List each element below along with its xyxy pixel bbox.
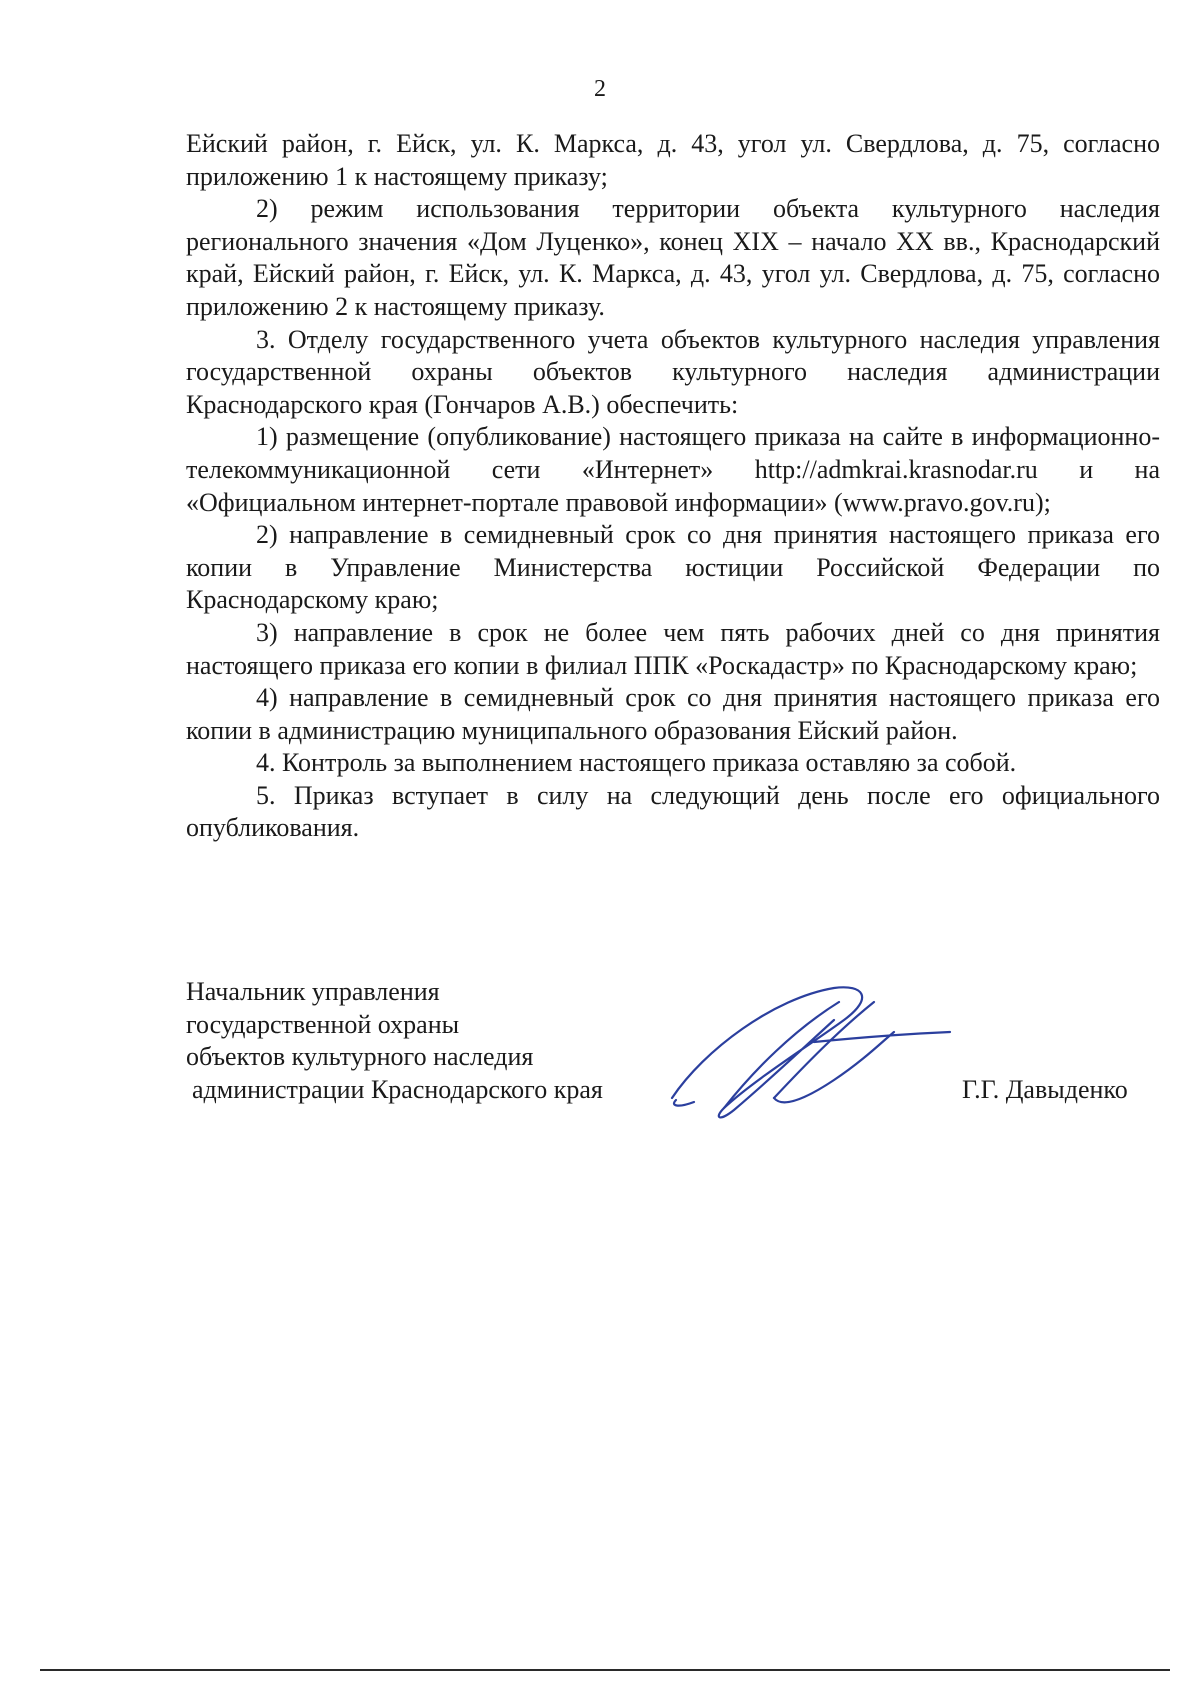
handwritten-signature	[664, 980, 954, 1130]
paragraph-item-4-control: 4. Контроль за выполнением настоящего приказа оставляю за собой.	[256, 748, 1017, 778]
document-body	[186, 128, 1160, 845]
position-line: администрации Краснодарского края	[192, 1074, 603, 1104]
paragraph-item-3-department: 3. Отделу государственного учета объектов культурного наследия управления государственной охраны объектов культурного наследия администрации Краснодарского края (Гончаров А.В.) обеспечить:	[186, 324, 1160, 419]
page-number: 2	[594, 76, 606, 102]
paragraph-subitem-4-municipality: 4) направление в семидневный срок со дня принятия настоящего приказа его копии в администрацию муниципального образования Ейский район.	[186, 683, 1160, 745]
position-line: объектов культурного наследия	[186, 1042, 534, 1072]
paragraph-subitem-1-publication: 1) размещение (опубликование) настоящего приказа на сайте в информационно-телекоммуникационной сети «Интернет» http://admkrai.krasnodar.ru и на «Официальном интернет-портале правовой информации» (www.pravo.gov.ru);	[186, 422, 1160, 517]
paragraph-item-5-effective: 5. Приказ вступает в силу на следующий день после его официального опубликования.	[186, 780, 1160, 843]
signer-name: Г.Г. Давыденко	[962, 1075, 1128, 1104]
paragraph-subitem-2-ministry: 2) направление в семидневный срок со дня принятия настоящего приказа его копии в Управление Министерства юстиции Российской Федерации по Краснодарскому краю;	[186, 520, 1160, 615]
position-line: государственной охраны	[186, 1009, 460, 1039]
paragraph-continuation: Ейский район, г. Ейск, ул. К. Маркса, д. 43, угол ул. Свердлова, д. 75, согласно приложению 1 к настоящему приказу;	[186, 129, 1160, 191]
page-bottom-rule	[40, 1669, 1170, 1671]
paragraph-item-2-regime: 2) режим использования территории объекта культурного наследия регионального значения «Дом Луценко», конец XIX – начало XX вв., Краснодарский край, Ейский район, г. Ейск, ул. К. Маркса, д. 43, угол ул. Свердлова, д. 75, согласно приложению 2 к настоящему приказу.	[186, 194, 1160, 321]
position-line: Начальник управления	[186, 977, 440, 1006]
paragraph-subitem-3-roskadastr: 3) направление в срок не более чем пять рабочих дней со дня принятия настоящего приказа его копии в филиал ППК «Роскадастр» по Краснодарскому краю;	[186, 617, 1160, 680]
